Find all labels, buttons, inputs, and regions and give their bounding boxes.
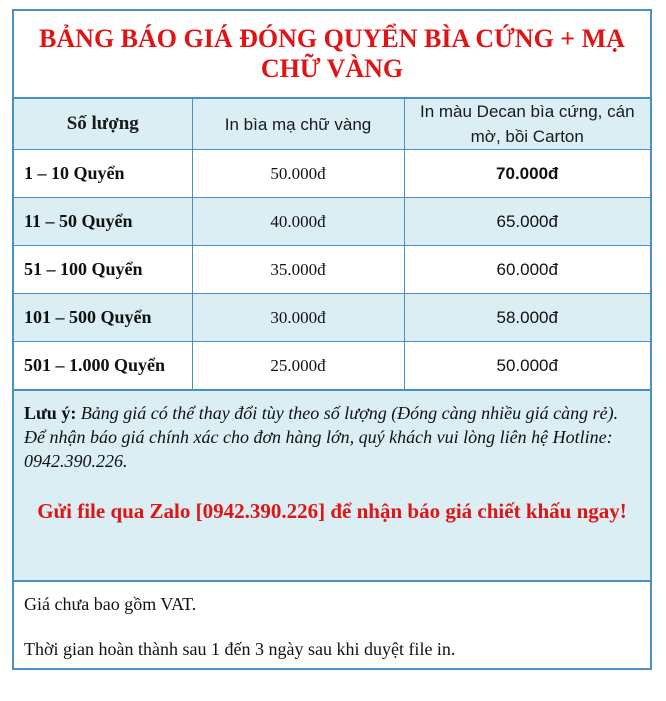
quantity-cell: 51 – 100 Quyển [14, 246, 192, 294]
quantity-cell: 501 – 1.000 Quyển [14, 342, 192, 390]
decan-price-cell: 58.000đ [404, 294, 650, 342]
footer-section [14, 582, 650, 668]
table-row [14, 198, 650, 246]
decan-price-cell: 60.000đ [404, 246, 650, 294]
notes-section [14, 390, 650, 582]
table-row [14, 294, 650, 342]
column-header-quantity: Số lượng [14, 99, 192, 150]
zalo-call-to-action: Gửi file qua Zalo [0942.390.226] để nhận báo giá chiết khấu ngay! [37, 499, 627, 523]
table-row [14, 150, 650, 198]
table-row [14, 342, 650, 390]
quantity-cell: 101 – 500 Quyển [14, 294, 192, 342]
page-title: BẢNG BÁO GIÁ ĐÓNG QUYỂN BÌA CỨNG + MẠ CHỮ VÀNG [14, 11, 650, 99]
completion-time-note: Thời gian hoàn thành sau 1 đến 3 ngày sau khi duyệt file in. [24, 639, 456, 659]
quantity-cell: 1 – 10 Quyển [14, 150, 192, 198]
column-header-gold-cover: In bìa mạ chữ vàng [192, 99, 404, 150]
price-table [14, 99, 650, 390]
table-header-row [14, 99, 650, 150]
quantity-cell: 11 – 50 Quyển [14, 198, 192, 246]
price-sheet [12, 9, 652, 670]
gold-price-cell: 40.000đ [192, 198, 404, 246]
note-label: Lưu ý: [24, 403, 77, 423]
vat-note: Giá chưa bao gồm VAT. [24, 594, 197, 614]
gold-price-cell: 25.000đ [192, 342, 404, 390]
column-header-decan-cover: In màu Decan bìa cứng, cán mờ, bồi Carton [404, 99, 650, 150]
table-row [14, 246, 650, 294]
note-paragraph [24, 401, 640, 473]
note-body: Bảng giá có thể thay đổi tùy theo số lượng (Đóng càng nhiều giá càng rẻ). Để nhận báo giá chính xác cho đơn hàng lớn, quý khách vui lòng liên hệ Hotline: 0942.390.226. [24, 403, 619, 471]
gold-price-cell: 30.000đ [192, 294, 404, 342]
gold-price-cell: 35.000đ [192, 246, 404, 294]
decan-price-cell: 65.000đ [404, 198, 650, 246]
gold-price-cell: 50.000đ [192, 150, 404, 198]
decan-price-cell: 70.000đ [404, 150, 650, 198]
decan-price-cell: 50.000đ [404, 342, 650, 390]
